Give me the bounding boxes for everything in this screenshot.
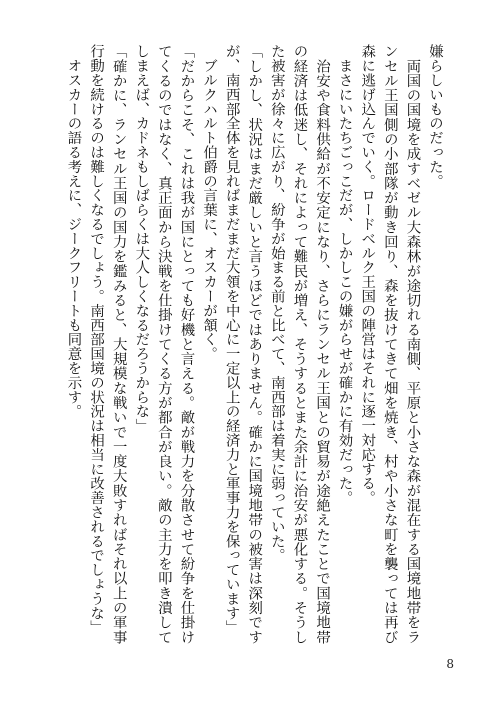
paragraph-9: オスカーの語る考えに、ジークフリートも同意を示す。 bbox=[65, 44, 82, 419]
vertical-text-body bbox=[54, 44, 446, 644]
paragraph-8: 「確かに、ランセル王国の国力を鑑みると、大規模な戦いで一度大敗すればそれ以上の軍事行動を続けるのは難しくなるでしょう。南西部国境の状況は相当に改善されるでしょうな」 bbox=[88, 44, 127, 644]
paragraph-1: 嫌らしいものだった。 bbox=[427, 44, 443, 188]
page-number: 8 bbox=[446, 657, 454, 671]
paragraph-6: ブルクハルト伯爵の言葉に、オスカーが頷く。 bbox=[201, 44, 218, 361]
paragraph-7: 「だからこそ、これは我が国にとっても好機と言える。敵が戦力を分散させて紛争を仕掛けてくるのではなく、真正面から決戦を仕掛けてくる方が都合が良い。敵の主力を叩き潰してしまえば、カドネもしばらくは大人しくなるだろうからな」 bbox=[133, 44, 195, 644]
paragraph-2: 両国の国境を成すベゼル大森林が途切れる南側、平原と小さな森が混在する国境地帯をランセル王国側の小部隊が動き回り、森を抜けてきて畑を焼き、村や小さな町を襲っては再び森に逃げ込んでいく。ロードベルク王国の陣営はそれに逐一対応する。 bbox=[359, 44, 421, 644]
paragraph-4: 治安や食料供給が不安定になり、さらにランセル王国との貿易が途絶えたことで国境地帯の経済は低迷し、それによって難民が増え、そうするとまた余計に治安が悪化する。そうした被害が徐々に広がり、紛争が始まる前と比べて、南西部は着実に弱っていた。 bbox=[268, 44, 331, 644]
paragraph-5: 「しかし、状況はまだ厳しいと言うほどではありません。確かに国境地帯の被害は深刻ですが、南西部全体を見ればまだまだ大領を中心に一定以上の経済力と軍事力を保っています」 bbox=[223, 44, 263, 644]
paragraph-3: まさにいたちごっこだが、しかしこの嫌がらせが確かに有効だった。 bbox=[336, 44, 353, 505]
